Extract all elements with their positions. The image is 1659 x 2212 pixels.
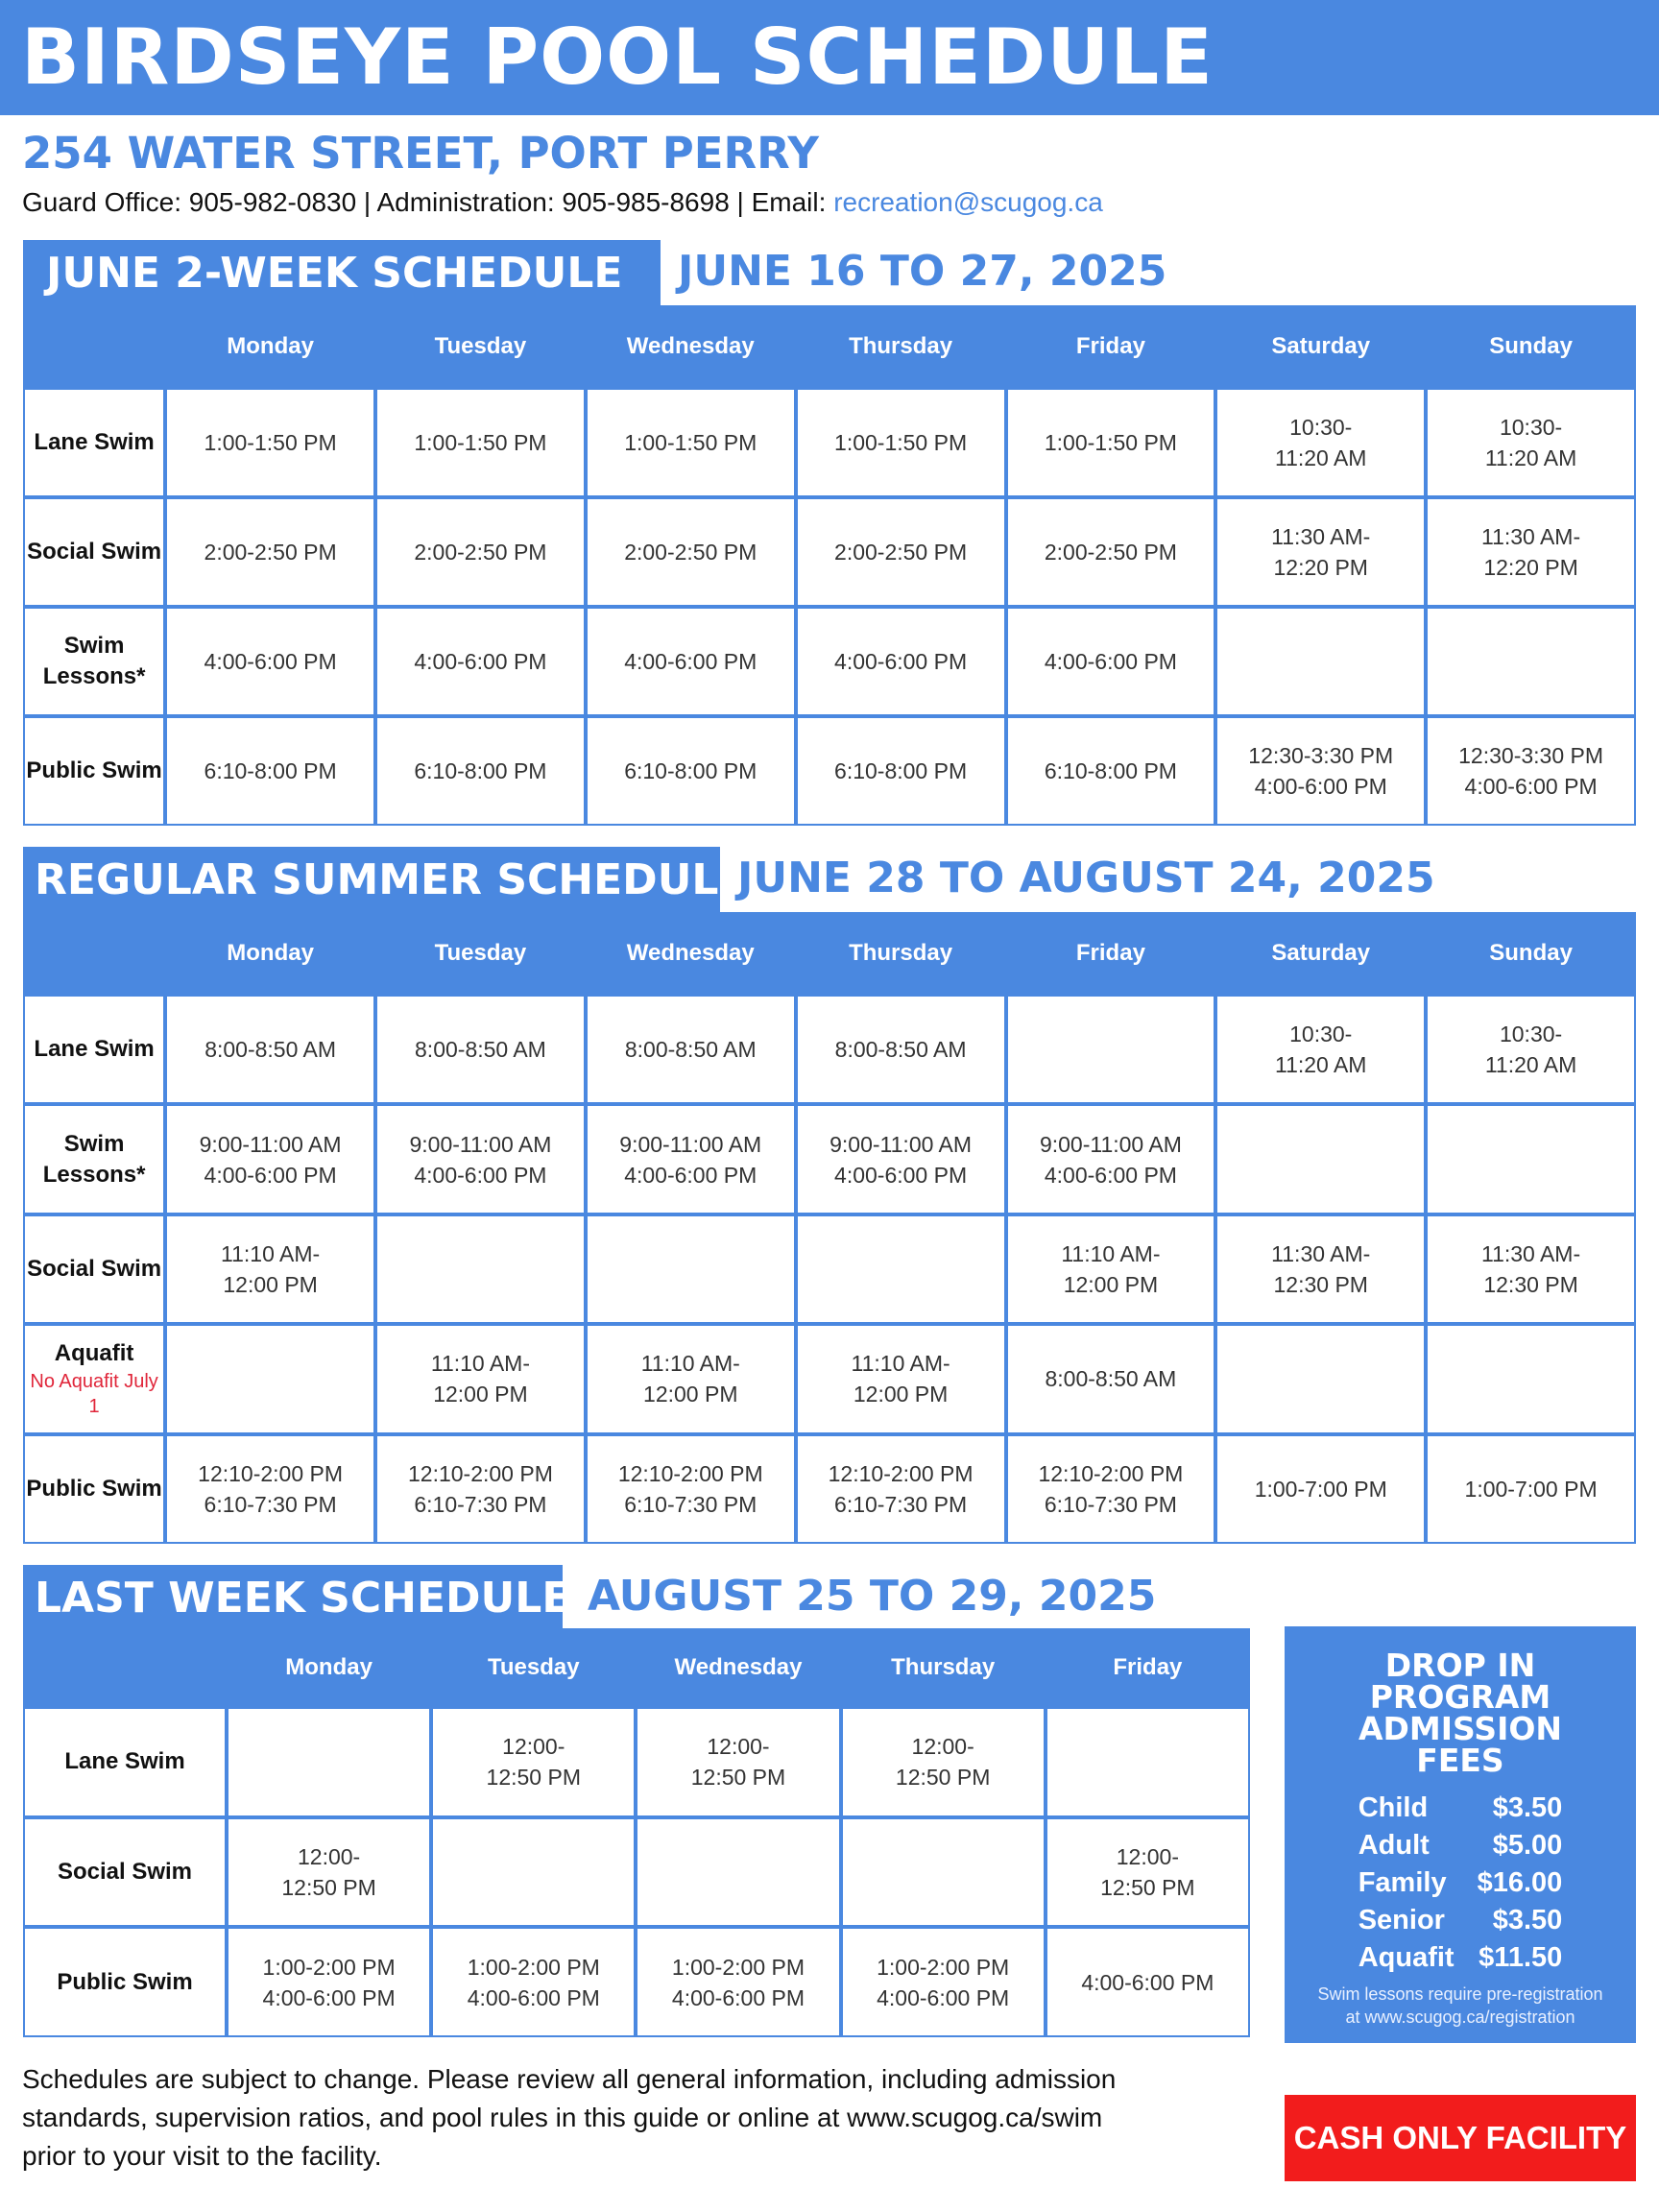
time-cell: 2:00-2:50 PM (1006, 497, 1216, 607)
time-cell: 4:00-6:00 PM (1006, 607, 1216, 716)
time-cell (796, 1104, 1006, 1214)
day-header-monday: Monday (285, 1654, 373, 1680)
fee-price: $3.50 (1492, 1792, 1563, 1823)
time-line: 12:00 PM (223, 1271, 318, 1297)
time-cell (1426, 1104, 1636, 1214)
lastweek-schedule-heading: LAST WEEK SCHEDULE (23, 1565, 563, 1632)
time-cell: 2:00-2:50 PM (375, 497, 586, 607)
time-cell (586, 1214, 796, 1324)
time-line: 6:10-7:30 PM (204, 1491, 337, 1517)
time-cell (375, 1214, 586, 1324)
time-cell (1426, 1214, 1636, 1324)
time-cell (227, 1817, 431, 1928)
time-cell (165, 1434, 375, 1544)
activity-label-line: Lessons* (42, 1161, 146, 1188)
time-line: 12:30-3:30 PM (1248, 743, 1394, 768)
time-line: 12:00- (911, 1734, 974, 1760)
fee-label: Family (1358, 1867, 1447, 1898)
summer-schedule-table (23, 912, 1636, 1544)
time-cell (636, 1817, 840, 1928)
time-line: 11:30 AM- (1481, 524, 1581, 549)
activity-label (23, 1707, 227, 1817)
fee-row (1347, 1902, 1575, 1939)
time-cell (586, 1324, 796, 1433)
time-line: 1:00-2:00 PM (262, 1954, 396, 1980)
time-line: 4:00-6:00 PM (834, 1162, 968, 1188)
time-cell (1215, 716, 1426, 826)
time-cell: 4:00-6:00 PM (1046, 1927, 1250, 2037)
time-cell (796, 1434, 1006, 1544)
activity-name: Social Swim (27, 1255, 162, 1282)
time-cell (1006, 1104, 1216, 1214)
time-line: 4:00-6:00 PM (877, 1984, 1010, 2010)
time-line: 12:20 PM (1483, 555, 1578, 580)
activity-label (23, 716, 165, 826)
fee-price: $16.00 (1477, 1867, 1563, 1898)
schedule-row-lane-swim (23, 995, 1636, 1104)
fee-price: $3.50 (1492, 1905, 1563, 1936)
activity-label (23, 1104, 165, 1214)
time-line: 11:10 AM- (430, 1351, 530, 1377)
time-line: 4:00-6:00 PM (204, 1162, 337, 1188)
time-line: 4:00-6:00 PM (1464, 774, 1598, 799)
time-line: 1:00-2:00 PM (467, 1954, 600, 1980)
time-line: 12:50 PM (486, 1765, 581, 1791)
fee-row (1347, 1790, 1575, 1827)
time-cell (586, 1434, 796, 1544)
time-line: 9:00-11:00 AM (1039, 1131, 1182, 1157)
fee-price: $11.50 (1479, 1942, 1563, 1973)
time-cell (1426, 1324, 1636, 1433)
time-line: 11:20 AM (1484, 1052, 1577, 1078)
schedule-row-public-swim (23, 1927, 1250, 2037)
time-cell: 6:10-8:00 PM (375, 716, 586, 826)
time-line: 12:00 PM (433, 1382, 528, 1407)
time-line: 12:00- (297, 1844, 361, 1870)
time-cell (1006, 995, 1216, 1104)
june-schedule-dates: JUNE 16 TO 27, 2025 (678, 247, 1167, 296)
time-line: 12:50 PM (1100, 1875, 1195, 1901)
time-line: 12:00- (707, 1734, 770, 1760)
time-line: 11:30 AM- (1271, 1240, 1371, 1266)
time-cell (165, 1324, 375, 1433)
time-line: 6:10-7:30 PM (624, 1491, 757, 1517)
time-cell (165, 1214, 375, 1324)
time-line: 12:00 PM (853, 1382, 949, 1407)
time-cell: 4:00-6:00 PM (375, 607, 586, 716)
time-line: 4:00-6:00 PM (1044, 1162, 1177, 1188)
title-bar (0, 0, 1659, 115)
fee-price: $5.00 (1492, 1830, 1563, 1861)
time-line: 4:00-6:00 PM (262, 1984, 396, 2010)
time-line: 12:30 PM (1483, 1271, 1578, 1297)
schedule-row-lane-swim (23, 388, 1636, 497)
time-line: 12:10-2:00 PM (198, 1460, 344, 1486)
time-cell (841, 1927, 1046, 2037)
schedule-row-swim-lessons (23, 607, 1636, 716)
time-cell (1426, 497, 1636, 607)
activity-name: Social Swim (57, 1859, 193, 1886)
fee-label: Aquafit (1358, 1942, 1455, 1973)
time-cell: 1:00-1:50 PM (586, 388, 796, 497)
time-line: 6:10-7:30 PM (834, 1491, 968, 1517)
time-cell (1426, 995, 1636, 1104)
day-header-friday: Friday (1113, 1654, 1183, 1680)
time-line: 11:30 AM- (1481, 1240, 1581, 1266)
day-header-friday: Friday (1075, 940, 1145, 966)
time-line: 11:20 AM (1484, 445, 1577, 470)
activity-label (23, 497, 165, 607)
time-line: 11:10 AM- (851, 1351, 950, 1377)
cash-only-badge: CASH ONLY FACILITY (1285, 2095, 1636, 2181)
time-line: 12:10-2:00 PM (828, 1460, 974, 1486)
time-cell (375, 1324, 586, 1433)
time-line: 11:10 AM- (1061, 1240, 1161, 1266)
activity-name: Lane Swim (34, 429, 155, 455)
time-cell (841, 1817, 1046, 1928)
day-header-wednesday: Wednesday (674, 1654, 803, 1680)
day-header-sunday: Sunday (1489, 940, 1573, 966)
header-corner (23, 1628, 227, 1707)
schedule-row-aquafit (23, 1324, 1636, 1433)
time-cell (227, 1707, 431, 1817)
day-header-saturday: Saturday (1271, 940, 1371, 966)
header-corner (23, 305, 165, 388)
time-cell (1006, 1434, 1216, 1544)
schedule-row-social-swim (23, 1817, 1250, 1928)
admission-fees-box (1285, 1626, 1636, 2043)
schedule-row-public-swim (23, 1434, 1636, 1544)
email-link[interactable]: recreation@scugog.ca (833, 187, 1103, 217)
summer-schedule-heading: REGULAR SUMMER SCHEDULE (23, 847, 720, 914)
day-header-row (23, 305, 1636, 388)
registration-note: Swim lessons require pre-registration at www.scugog.ca/registration (1317, 1984, 1603, 2027)
time-cell (1215, 1104, 1426, 1214)
time-line: 11:10 AM- (640, 1351, 740, 1377)
activity-name: Public Swim (26, 757, 162, 783)
june-schedule-heading: JUNE 2-WEEK SCHEDULE (23, 240, 661, 307)
time-cell (1215, 1324, 1426, 1433)
contact-phones: Guard Office: 905-982-0830 | Administration: 905-985-8698 | Email: (22, 187, 834, 217)
schedule-row-social-swim (23, 1214, 1636, 1324)
time-cell (1215, 607, 1426, 716)
june-schedule-table (23, 305, 1636, 826)
time-cell (431, 1707, 636, 1817)
time-cell (375, 1434, 586, 1544)
time-line: 10:30- (1499, 1022, 1563, 1047)
time-cell (1046, 1817, 1250, 1928)
fee-row (1347, 1864, 1575, 1902)
time-cell: 6:10-8:00 PM (586, 716, 796, 826)
time-cell (796, 1324, 1006, 1433)
day-header-thursday: Thursday (849, 333, 953, 359)
day-header-thursday: Thursday (849, 940, 953, 966)
schedule-row-lane-swim (23, 1707, 1250, 1817)
day-header-row (23, 1628, 1250, 1707)
time-cell (1215, 388, 1426, 497)
time-cell: 6:10-8:00 PM (1006, 716, 1216, 826)
time-cell (1426, 716, 1636, 826)
time-cell: 2:00-2:50 PM (796, 497, 1006, 607)
time-line: 11:30 AM- (1271, 524, 1371, 549)
day-header-monday: Monday (227, 940, 314, 966)
day-header-tuesday: Tuesday (487, 1654, 580, 1680)
time-line: 6:10-7:30 PM (414, 1491, 547, 1517)
day-header-wednesday: Wednesday (626, 333, 755, 359)
time-line: 12:30-3:30 PM (1458, 743, 1604, 768)
time-line: 1:00-2:00 PM (671, 1954, 805, 1980)
time-line: 10:30- (1289, 1022, 1353, 1047)
time-cell (636, 1707, 840, 1817)
schedule-row-swim-lessons (23, 1104, 1636, 1214)
time-cell: 2:00-2:50 PM (165, 497, 375, 607)
time-cell (227, 1927, 431, 2037)
fee-label: Adult (1358, 1830, 1430, 1861)
day-header-friday: Friday (1075, 333, 1145, 359)
time-line: 12:00- (502, 1734, 565, 1760)
time-line: 12:00 PM (1063, 1271, 1159, 1297)
schedule-disclaimer: Schedules are subject to change. Please review all general information, including admission standards, supervision ratios, and pool rules in this guide or online at www.scugog.ca/swim prior to your visit to the facility. (22, 2064, 1117, 2171)
fee-row (1347, 1827, 1575, 1864)
activity-label (23, 1324, 165, 1433)
day-header-thursday: Thursday (891, 1654, 996, 1680)
day-header-saturday: Saturday (1271, 333, 1371, 359)
activity-label-line: Swim (63, 633, 125, 659)
time-cell: 1:00-7:00 PM (1426, 1434, 1636, 1544)
time-cell: 8:00-8:50 AM (375, 995, 586, 1104)
time-line: 4:00-6:00 PM (1254, 774, 1387, 799)
schedule-row-public-swim (23, 716, 1636, 826)
time-line: 4:00-6:00 PM (671, 1984, 805, 2010)
fees-title: DROP IN PROGRAM ADMISSION FEES (1358, 1647, 1563, 1779)
time-cell: 8:00-8:50 AM (165, 995, 375, 1104)
time-line: 4:00-6:00 PM (467, 1984, 600, 2010)
time-cell (165, 1104, 375, 1214)
time-line: 10:30- (1289, 415, 1353, 440)
time-line: 12:50 PM (895, 1765, 991, 1791)
time-cell: 8:00-8:50 AM (586, 995, 796, 1104)
time-cell: 1:00-1:50 PM (1006, 388, 1216, 497)
activity-label (23, 995, 165, 1104)
activity-label (23, 1214, 165, 1324)
activity-name: Lane Swim (34, 1036, 155, 1063)
time-cell: 4:00-6:00 PM (796, 607, 1006, 716)
activity-label (23, 607, 165, 716)
summer-schedule-dates: JUNE 28 TO AUGUST 24, 2025 (737, 854, 1435, 902)
time-line: 12:00 PM (643, 1382, 738, 1407)
time-line: 12:10-2:00 PM (407, 1460, 553, 1486)
time-line: 9:00-11:00 AM (409, 1131, 552, 1157)
fees-table (1347, 1790, 1575, 1977)
time-cell: 1:00-1:50 PM (165, 388, 375, 497)
activity-label (23, 388, 165, 497)
time-line: 9:00-11:00 AM (619, 1131, 762, 1157)
time-cell (586, 1104, 796, 1214)
time-cell (1215, 995, 1426, 1104)
activity-label-line: Lessons* (42, 663, 146, 689)
day-header-tuesday: Tuesday (434, 940, 527, 966)
time-line: 9:00-11:00 AM (199, 1131, 342, 1157)
time-cell: 4:00-6:00 PM (165, 607, 375, 716)
activity-name: Lane Swim (64, 1748, 185, 1775)
time-cell (1006, 1214, 1216, 1324)
time-line: 12:20 PM (1273, 555, 1368, 580)
activity-name: Social Swim (27, 539, 162, 565)
time-line: 1:00-2:00 PM (877, 1954, 1010, 1980)
header-corner (23, 912, 165, 995)
activity-name: Aquafit (54, 1340, 134, 1367)
day-header-row (23, 912, 1636, 995)
activity-label (23, 1927, 227, 2037)
time-line: 9:00-11:00 AM (830, 1131, 973, 1157)
time-line: 11:20 AM (1275, 445, 1367, 470)
activity-label-line: Swim (63, 1130, 125, 1157)
day-header-sunday: Sunday (1489, 333, 1573, 359)
time-cell (841, 1707, 1046, 1817)
time-cell: 6:10-8:00 PM (796, 716, 1006, 826)
activity-name: Public Swim (57, 1968, 193, 1995)
activity-label (23, 1817, 227, 1928)
lastweek-schedule-dates: AUGUST 25 TO 29, 2025 (588, 1572, 1157, 1621)
time-line: 12:30 PM (1273, 1271, 1368, 1297)
time-cell (636, 1927, 840, 2037)
time-cell (1046, 1707, 1250, 1817)
time-line: 12:10-2:00 PM (617, 1460, 763, 1486)
time-line: 4:00-6:00 PM (624, 1162, 757, 1188)
time-cell (1215, 1214, 1426, 1324)
time-cell (1215, 497, 1426, 607)
time-cell: 4:00-6:00 PM (586, 607, 796, 716)
day-header-wednesday: Wednesday (626, 940, 755, 966)
activity-label (23, 1434, 165, 1544)
time-line: 11:20 AM (1275, 1052, 1367, 1078)
time-line: 12:10-2:00 PM (1038, 1460, 1184, 1486)
activity-note: No Aquafit July 1 (30, 1371, 158, 1418)
time-line: 12:50 PM (281, 1875, 376, 1901)
fee-row (1347, 1939, 1575, 1977)
time-cell: 8:00-8:50 AM (1006, 1324, 1216, 1433)
time-cell (1426, 388, 1636, 497)
pool-address: 254 WATER STREET, PORT PERRY (22, 128, 819, 179)
activity-name: Public Swim (26, 1475, 162, 1502)
page-title: BIRDSEYE POOL SCHEDULE (21, 12, 1214, 102)
lastweek-schedule-table (23, 1628, 1250, 2037)
schedule-row-social-swim (23, 497, 1636, 607)
fee-label: Child (1358, 1792, 1429, 1823)
time-cell (1426, 607, 1636, 716)
contact-line (22, 185, 1103, 220)
time-cell: 8:00-8:50 AM (796, 995, 1006, 1104)
day-header-monday: Monday (227, 333, 314, 359)
time-line: 12:00- (1116, 1844, 1179, 1870)
day-header-tuesday: Tuesday (434, 333, 527, 359)
time-cell: 1:00-7:00 PM (1215, 1434, 1426, 1544)
time-cell: 6:10-8:00 PM (165, 716, 375, 826)
time-line: 6:10-7:30 PM (1044, 1491, 1177, 1517)
time-cell: 1:00-1:50 PM (796, 388, 1006, 497)
time-cell (375, 1104, 586, 1214)
time-cell (431, 1927, 636, 2037)
time-line: 12:50 PM (690, 1765, 786, 1791)
time-line: 10:30- (1499, 415, 1563, 440)
time-line: 4:00-6:00 PM (414, 1162, 547, 1188)
time-line: 11:10 AM- (221, 1240, 321, 1266)
time-cell (431, 1817, 636, 1928)
time-cell (796, 1214, 1006, 1324)
fee-label: Senior (1358, 1905, 1445, 1936)
time-cell: 2:00-2:50 PM (586, 497, 796, 607)
time-cell: 1:00-1:50 PM (375, 388, 586, 497)
